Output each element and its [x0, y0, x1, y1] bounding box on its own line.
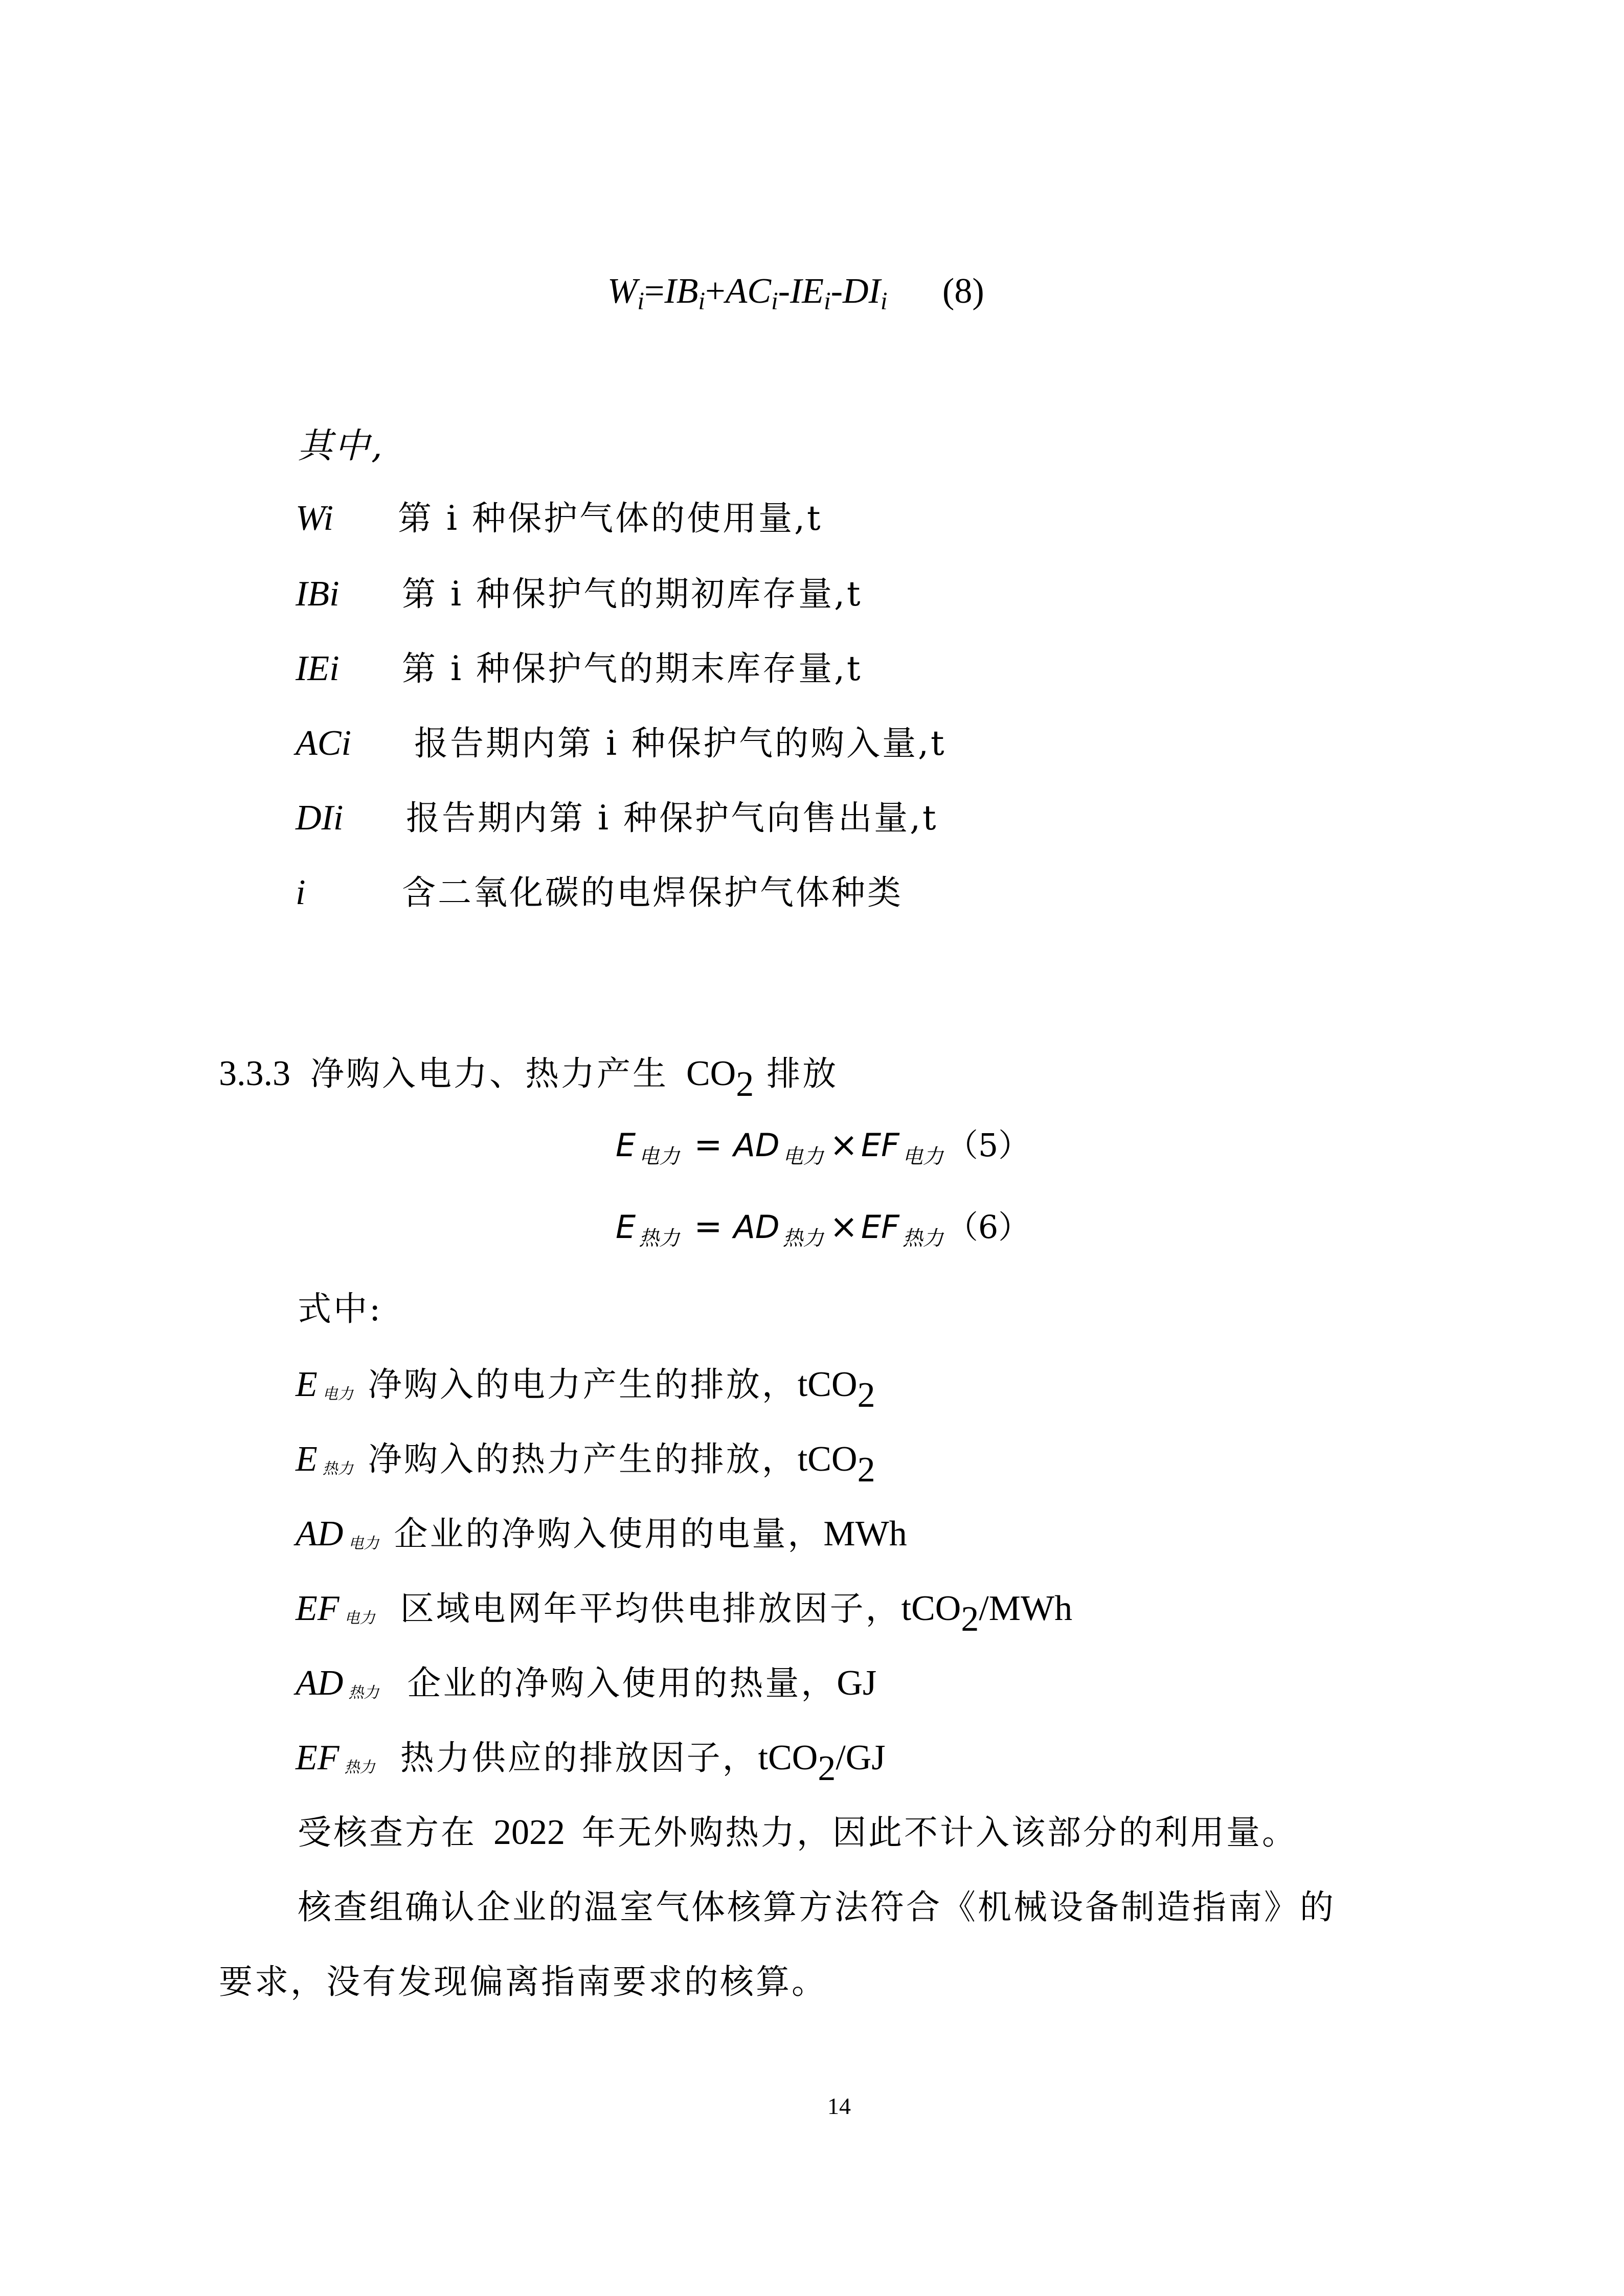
- def8-symbol: DIi: [296, 798, 344, 838]
- eq6-ef: EF: [861, 1208, 899, 1246]
- eq6-ad: AD: [733, 1208, 780, 1246]
- def56-unit-sub: 2: [961, 1600, 979, 1639]
- def8-text: 第 i 种保护气的期初库存量,t: [402, 574, 863, 614]
- def56-unit: GJ: [837, 1663, 877, 1703]
- def56-row: [296, 1432, 875, 1491]
- def56-row: [296, 1581, 1072, 1640]
- eq8-sub: i: [637, 286, 644, 315]
- def56-desc: 净购入的电力产生的排放，: [368, 1365, 798, 1404]
- def56-row: [296, 1656, 876, 1715]
- def8-row: [296, 791, 938, 839]
- formula-where-label: 式中:: [298, 1289, 383, 1329]
- def56-unit: MWh: [823, 1514, 907, 1554]
- def56-text: [400, 1589, 1073, 1639]
- def56-unit: tCO: [797, 1365, 858, 1404]
- def56-unit: tCO: [758, 1738, 818, 1777]
- eq5-equals: =: [694, 1125, 723, 1164]
- paragraph-2-line-1: 核查组确认企业的温室气体核算方法符合《机械设备制造指南》的: [298, 1887, 1336, 1927]
- co2-text: CO: [686, 1054, 736, 1093]
- paragraph-1: [298, 1805, 1298, 1854]
- def8-symbol: IBi: [296, 574, 340, 614]
- section-title-end: 排放: [766, 1054, 839, 1093]
- def56-unit-sub: 2: [818, 1749, 836, 1788]
- co2-subscript: 2: [736, 1065, 754, 1104]
- eq8-minus: -: [778, 272, 790, 311]
- def56-symbol: EF: [296, 1738, 340, 1777]
- def56-desc: 区域电网年平均供电排放因子，: [400, 1589, 901, 1628]
- eq8-sub: i: [771, 286, 778, 315]
- def56-unit: tCO: [901, 1589, 961, 1628]
- section-heading: [219, 1046, 838, 1105]
- def56-text: [400, 1738, 886, 1788]
- def56-desc: 企业的净购入使用的热量，: [407, 1663, 837, 1703]
- eq5-e: E: [616, 1127, 636, 1164]
- para1-text-a: 受核查方在: [298, 1813, 477, 1852]
- eq6-sub: 热力: [782, 1227, 824, 1250]
- def56-text: [368, 1439, 875, 1490]
- def56-unit-sub: 2: [857, 1450, 875, 1490]
- def56-text: [407, 1663, 876, 1703]
- equation-8: [607, 271, 984, 315]
- eq8-symbol-ib: IB: [664, 272, 698, 311]
- def8-row: [296, 716, 946, 764]
- def56-row: [296, 1357, 875, 1416]
- eq5-number: （5）: [946, 1127, 1030, 1164]
- eq6-sub: 热力: [902, 1227, 943, 1250]
- def56-subscript: 热力: [344, 1759, 375, 1776]
- eq6-number: （6）: [946, 1208, 1030, 1246]
- def56-desc: 净购入的热力产生的排放，: [368, 1439, 798, 1479]
- equation-5: [616, 1120, 1030, 1169]
- eq8-symbol-di: DI: [843, 272, 881, 311]
- def56-text: [368, 1365, 875, 1415]
- eq8-number: (8): [942, 272, 984, 311]
- eq5-ef: EF: [861, 1127, 899, 1164]
- eq8-minus: -: [830, 272, 843, 311]
- def8-row: [296, 865, 903, 914]
- def56-desc: 企业的净购入使用的电量，: [394, 1514, 824, 1554]
- def8-symbol: ACi: [296, 724, 351, 763]
- def8-symbol: IEi: [296, 649, 340, 688]
- def8-text: 报告期内第 i 种保护气向售出量,t: [406, 798, 938, 838]
- def56-symbol: E: [296, 1439, 318, 1479]
- eq6-e: E: [616, 1208, 636, 1246]
- def56-unit: tCO: [797, 1439, 858, 1479]
- def56-text: [394, 1514, 907, 1554]
- def56-desc: 热力供应的排放因子，: [400, 1738, 758, 1777]
- eq8-symbol-ie: IE: [790, 272, 824, 311]
- eq8-sub: i: [824, 286, 831, 315]
- eq5-times: ×: [829, 1125, 858, 1164]
- equation-6: [616, 1202, 1030, 1251]
- eq6-times: ×: [829, 1207, 858, 1246]
- eq5-sub: 电力: [639, 1145, 680, 1168]
- section-number: 3.3.3: [219, 1054, 290, 1093]
- def56-unit-sub: 2: [857, 1376, 875, 1415]
- def56-subscript: 热力: [322, 1460, 353, 1478]
- def56-row: [296, 1730, 886, 1789]
- def8-text: 第 i 种保护气的期末库存量,t: [402, 649, 863, 688]
- eq8-symbol-w: W: [607, 272, 638, 311]
- eq5-sub: 电力: [902, 1145, 943, 1168]
- def56-symbol: AD: [296, 1663, 344, 1703]
- def8-row: [296, 641, 863, 690]
- eq5-ad: AD: [733, 1127, 780, 1164]
- def56-symbol: E: [296, 1365, 318, 1404]
- section-title: 净购入电力、热力产生: [310, 1054, 668, 1093]
- def56-unit-tail: /MWh: [979, 1589, 1073, 1628]
- def56-unit-tail: /GJ: [836, 1738, 886, 1777]
- def56-subscript: 电力: [344, 1609, 375, 1627]
- def56-subscript: 电力: [348, 1535, 379, 1552]
- def8-row: [296, 491, 823, 539]
- eq8-sub: i: [880, 286, 888, 315]
- def8-text: 含二氧化碳的电焊保护气体种类: [402, 873, 903, 912]
- eq8-equals: =: [644, 272, 665, 311]
- eq8-symbol-ac: AC: [725, 272, 772, 311]
- where-label: 其中,: [298, 426, 385, 466]
- def56-subscript: 电力: [322, 1385, 353, 1403]
- eq6-sub: 热力: [639, 1227, 680, 1250]
- para1-text-b: 年无外购热力，因此不计入该部分的利用量。: [581, 1813, 1298, 1852]
- def8-symbol: Wi: [296, 499, 333, 538]
- def56-row: [296, 1506, 907, 1565]
- def56-symbol: AD: [296, 1514, 344, 1554]
- def56-subscript: 热力: [348, 1684, 379, 1702]
- def8-row: [296, 567, 863, 615]
- eq8-plus: +: [705, 272, 726, 311]
- eq5-sub: 电力: [782, 1145, 824, 1168]
- def8-text: 报告期内第 i 种保护气的购入量,t: [414, 724, 946, 763]
- eq8-sub: i: [698, 286, 706, 315]
- def8-symbol: i: [296, 873, 306, 912]
- page-number: 14: [827, 2093, 851, 2119]
- para1-year: 2022: [493, 1813, 565, 1852]
- paragraph-2-line-2: 要求，没有发现偏离指南要求的核算。: [219, 1962, 827, 2001]
- def8-text: 第 i 种保护气体的使用量,t: [398, 499, 823, 538]
- eq6-equals: =: [694, 1207, 723, 1246]
- def56-symbol: EF: [296, 1589, 340, 1628]
